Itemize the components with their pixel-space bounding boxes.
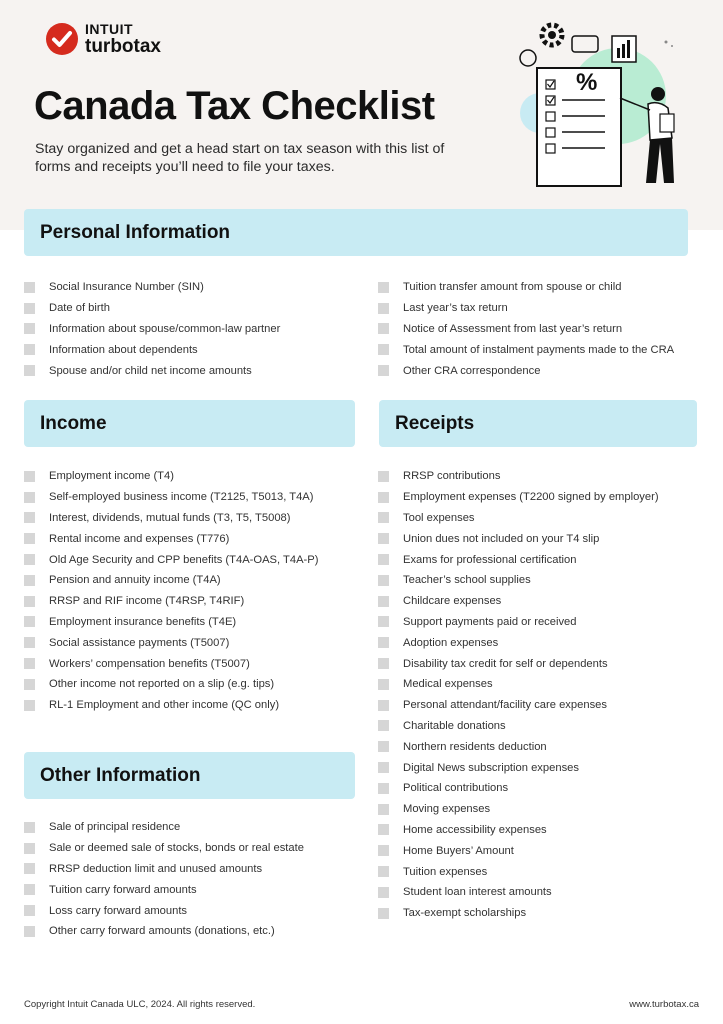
checklist-item[interactable]: Support payments paid or received — [378, 612, 659, 633]
checkbox[interactable] — [24, 344, 35, 355]
checklist-item[interactable]: Northern residents deduction — [378, 736, 659, 757]
checkbox[interactable] — [24, 575, 35, 586]
checkbox[interactable] — [24, 616, 35, 627]
checkbox[interactable] — [24, 282, 35, 293]
checklist-item[interactable]: Social Insurance Number (SIN) — [24, 277, 280, 298]
checklist-item[interactable]: Personal attendant/facility care expenses — [378, 695, 659, 716]
checkbox[interactable] — [24, 658, 35, 669]
checkbox[interactable] — [378, 720, 389, 731]
checklist-item[interactable]: Adoption expenses — [378, 632, 659, 653]
checklist-illustration — [510, 18, 690, 193]
checkbox[interactable] — [378, 866, 389, 877]
checkbox[interactable] — [24, 303, 35, 314]
section-receipts: Receipts — [379, 400, 697, 447]
checkbox[interactable] — [378, 575, 389, 586]
checklist-item[interactable]: Sale or deemed sale of stocks, bonds or real estate — [24, 838, 304, 859]
checkbox[interactable] — [24, 471, 35, 482]
checklist-item[interactable]: Social assistance payments (T5007) — [24, 632, 318, 653]
checklist-item[interactable]: Medical expenses — [378, 674, 659, 695]
checkbox[interactable] — [378, 741, 389, 752]
footer-copyright: Copyright Intuit Canada ULC, 2024. All rights reserved. — [24, 999, 256, 1010]
checkbox[interactable] — [378, 365, 389, 376]
checklist-item[interactable]: Student loan interest amounts — [378, 882, 659, 903]
checkbox[interactable] — [378, 887, 389, 898]
checkbox[interactable] — [378, 471, 389, 482]
checkbox[interactable] — [378, 679, 389, 690]
checklist-item[interactable]: Childcare expenses — [378, 591, 659, 612]
checkbox[interactable] — [378, 804, 389, 815]
checkbox[interactable] — [378, 533, 389, 544]
checkbox[interactable] — [378, 637, 389, 648]
checklist-item[interactable]: Tax-exempt scholarships — [378, 903, 659, 924]
checklist-item[interactable]: RRSP contributions — [378, 466, 659, 487]
checklist-item[interactable]: Information about dependents — [24, 339, 280, 360]
checkbox[interactable] — [378, 824, 389, 835]
checklist-item[interactable]: Other CRA correspondence — [378, 360, 674, 381]
checkbox[interactable] — [378, 282, 389, 293]
checklist-item[interactable]: Date of birth — [24, 298, 280, 319]
checklist-item[interactable]: Exams for professional certification — [378, 549, 659, 570]
checklist-item[interactable]: Other income not reported on a slip (e.g. tips) — [24, 674, 318, 695]
checklist-item[interactable]: Information about spouse/common-law partner — [24, 319, 280, 340]
checklist-item[interactable]: Employment income (T4) — [24, 466, 318, 487]
checklist-item[interactable]: Moving expenses — [378, 799, 659, 820]
checklist-item[interactable]: Tuition carry forward amounts — [24, 879, 304, 900]
checkbox[interactable] — [378, 323, 389, 334]
percent-label: % — [576, 69, 598, 96]
section-income: Income — [24, 400, 355, 447]
checklist-item[interactable]: Interest, dividends, mutual funds (T3, T5, T5008) — [24, 508, 318, 529]
checkbox[interactable] — [24, 512, 35, 523]
turbotax-logo — [46, 22, 161, 56]
checklist-item[interactable]: Notice of Assessment from last year’s return — [378, 319, 674, 340]
checkbox[interactable] — [24, 905, 35, 916]
checkbox[interactable] — [378, 596, 389, 607]
page-title: Canada Tax Checklist — [34, 84, 435, 128]
checklist-item[interactable]: Tuition transfer amount from spouse or child — [378, 277, 674, 298]
checklist-item[interactable]: Tuition expenses — [378, 861, 659, 882]
checklist-item[interactable]: Old Age Security and CPP benefits (T4A-OAS, T4A-P) — [24, 549, 318, 570]
checkbox[interactable] — [24, 926, 35, 937]
checklist-item[interactable]: Other carry forward amounts (donations, etc.) — [24, 921, 304, 942]
checklist-item[interactable]: Loss carry forward amounts — [24, 900, 304, 921]
checklist-item[interactable]: Tool expenses — [378, 508, 659, 529]
checkbox[interactable] — [24, 843, 35, 854]
checklist-item[interactable]: Total amount of instalment payments made to the CRA — [378, 339, 674, 360]
checkbox[interactable] — [24, 700, 35, 711]
checkbox[interactable] — [24, 637, 35, 648]
footer-url[interactable]: www.turbotax.ca — [629, 999, 699, 1010]
checklist-item[interactable]: RRSP deduction limit and unused amounts — [24, 859, 304, 880]
personal-list-right — [378, 277, 674, 381]
checklist-item[interactable]: Workers’ compensation benefits (T5007) — [24, 653, 318, 674]
checklist-item[interactable]: Disability tax credit for self or dependents — [378, 653, 659, 674]
checklist-item[interactable]: Rental income and expenses (T776) — [24, 528, 318, 549]
checklist-item[interactable]: RRSP and RIF income (T4RSP, T4RIF) — [24, 591, 318, 612]
checkbox[interactable] — [378, 303, 389, 314]
income-list — [24, 466, 318, 716]
checklist-item[interactable]: Last year’s tax return — [378, 298, 674, 319]
checklist-item[interactable]: Home accessibility expenses — [378, 820, 659, 841]
checklist-item[interactable]: Digital News subscription expenses — [378, 757, 659, 778]
checkbox[interactable] — [378, 616, 389, 627]
checklist-item[interactable]: Teacher’s school supplies — [378, 570, 659, 591]
checklist-item[interactable]: Sale of principal residence — [24, 817, 304, 838]
checklist-item[interactable]: Employment expenses (T2200 signed by employer) — [378, 487, 659, 508]
checkbox[interactable] — [24, 554, 35, 565]
turbotax-wordmark: turbotax — [85, 36, 161, 57]
section-personal-information: Personal Information — [24, 209, 688, 256]
checkbox[interactable] — [378, 845, 389, 856]
personal-list-left — [24, 277, 280, 381]
checkbox[interactable] — [378, 700, 389, 711]
checklist-item[interactable]: Employment insurance benefits (T4E) — [24, 612, 318, 633]
checkbox[interactable] — [24, 492, 35, 503]
checklist-item[interactable]: Political contributions — [378, 778, 659, 799]
intro-text: Stay organized and get a head start on tax season with this list of forms and receipts you’ll need to file your taxes. — [35, 141, 445, 175]
receipts-list — [378, 466, 659, 924]
other-list — [24, 817, 304, 942]
checklist-item[interactable]: Union dues not included on your T4 slip — [378, 528, 659, 549]
checklist-item[interactable]: Pension and annuity income (T4A) — [24, 570, 318, 591]
checkbox[interactable] — [24, 533, 35, 544]
checklist-item[interactable]: RL-1 Employment and other income (QC only) — [24, 695, 318, 716]
checkbox[interactable] — [24, 822, 35, 833]
intuit-wordmark: INTUIT — [85, 21, 134, 37]
checklist-item[interactable]: Spouse and/or child net income amounts — [24, 360, 280, 381]
checkbox[interactable] — [24, 365, 35, 376]
checklist-item[interactable]: Charitable donations — [378, 716, 659, 737]
checkbox[interactable] — [24, 596, 35, 607]
checkbox[interactable] — [378, 783, 389, 794]
checkbox[interactable] — [24, 863, 35, 874]
checkbox[interactable] — [378, 492, 389, 503]
checklist-item[interactable]: Home Buyers’ Amount — [378, 840, 659, 861]
checkbox[interactable] — [378, 658, 389, 669]
checkbox[interactable] — [378, 554, 389, 565]
checkbox[interactable] — [378, 344, 389, 355]
checklist-item[interactable]: Self-employed business income (T2125, T5013, T4A) — [24, 487, 318, 508]
checkbox[interactable] — [378, 762, 389, 773]
checkbox[interactable] — [24, 323, 35, 334]
section-other-information: Other Information — [24, 752, 355, 799]
checkbox[interactable] — [24, 679, 35, 690]
checkbox[interactable] — [378, 908, 389, 919]
checkbox[interactable] — [24, 884, 35, 895]
checkmark-icon — [46, 23, 78, 55]
checkbox[interactable] — [378, 512, 389, 523]
